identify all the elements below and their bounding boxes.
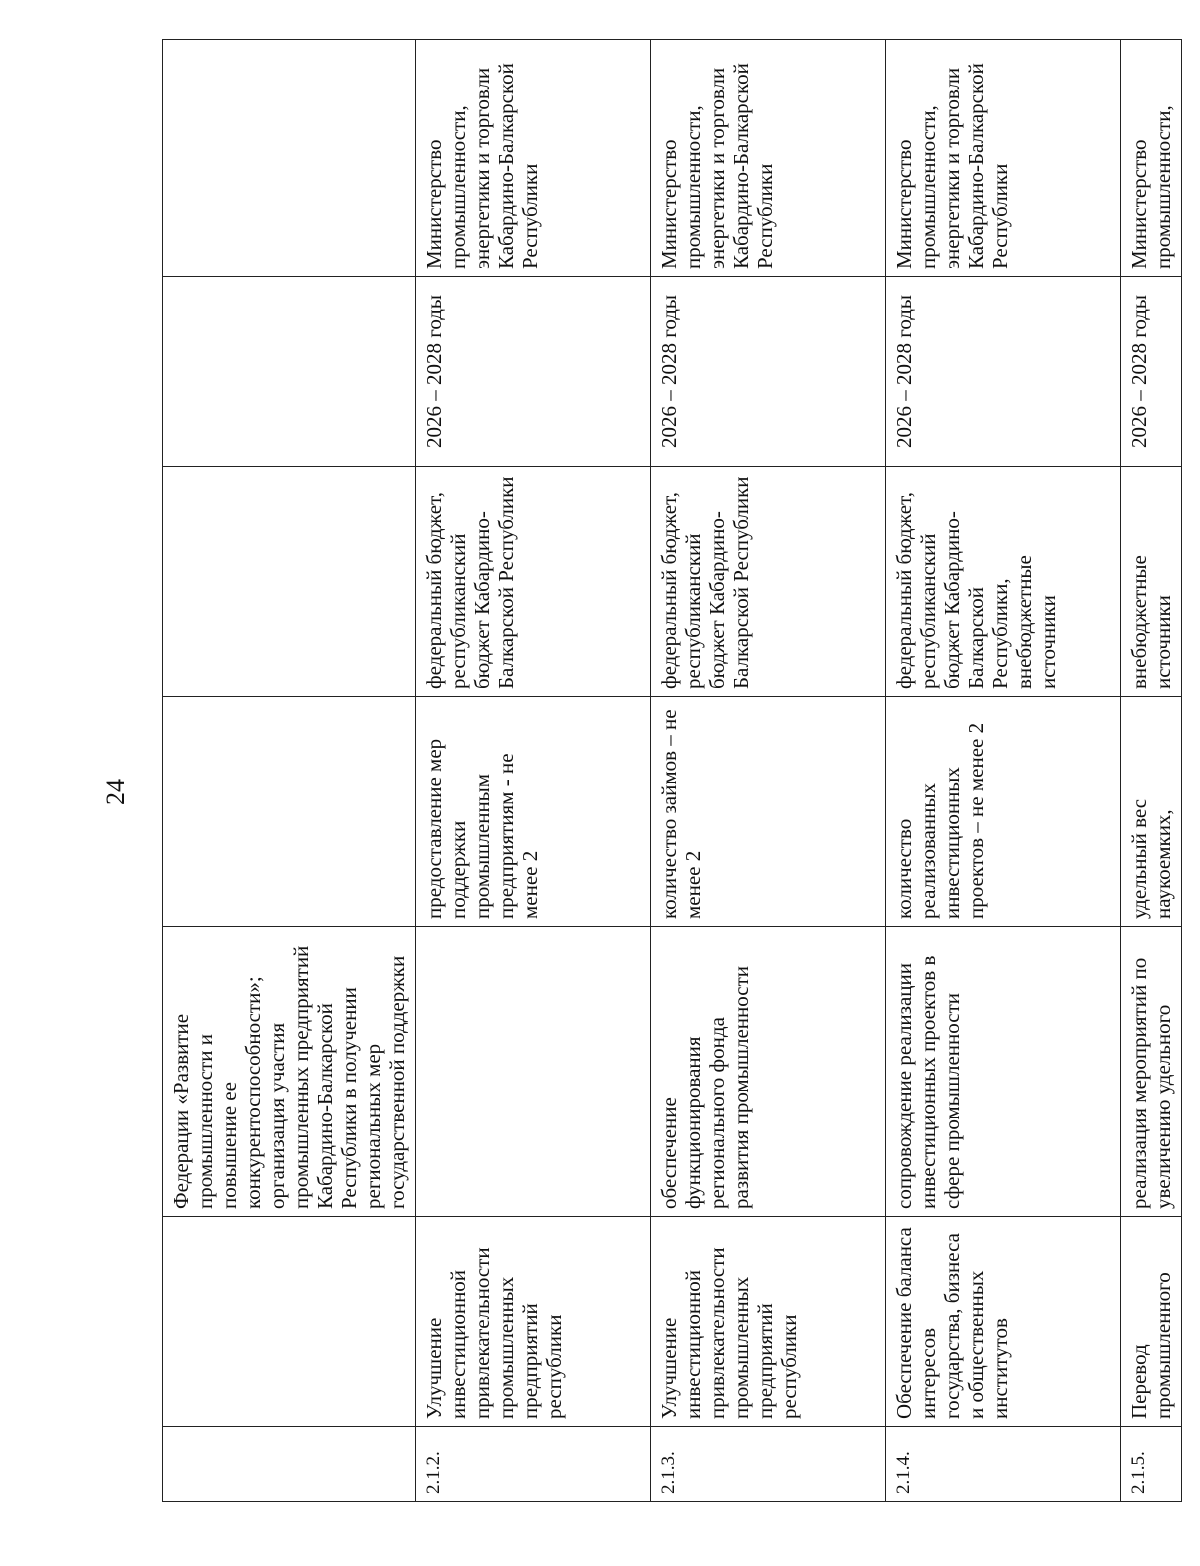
cell-task	[163, 1217, 416, 1427]
table-row	[1121, 40, 1182, 1502]
cell-event: Федерации «Развитие промышленности и повышение ее конкурентоспособности»; организация участия промышленных предприятий Кабардино-Балкарской Республики в получении региональных мер государственной поддержки	[163, 927, 416, 1217]
cell-source: федеральный бюджет, республиканский бюджет Кабардино-Балкарской Республики	[651, 467, 886, 697]
cell-indicator: количество реализованных инвестиционных проектов – не менее 2	[886, 697, 1121, 927]
cell-num: 2.1.5.	[1121, 1427, 1182, 1502]
cell-event: реализация мероприятий по увеличению удельного	[1121, 927, 1182, 1217]
cell-num: 2.1.3.	[651, 1427, 886, 1502]
cell-executor: Министерство промышленности, энергетики и торговли Кабардино-Балкарской Республики	[416, 40, 651, 277]
cell-num: 2.1.4.	[886, 1427, 1121, 1502]
measures-table	[162, 40, 1175, 1502]
cell-term	[163, 277, 416, 467]
cell-term: 2026 – 2028 годы	[416, 277, 651, 467]
cell-executor: Министерство промышленности, энергетики и торговли Кабардино-Балкарской Республики	[651, 40, 886, 277]
cell-term: 2026 – 2028 годы	[886, 277, 1121, 467]
cell-indicator: количество займов – не менее 2	[651, 697, 886, 927]
page-number: 24	[101, 779, 130, 805]
cell-event: обеспечение функционирования регионального фонда развития промышленности	[651, 927, 886, 1217]
cell-source: федеральный бюджет, республиканский бюджет Кабардино-Балкарской Республики	[416, 467, 651, 697]
cell-num: 2.1.2.	[416, 1427, 651, 1502]
cell-executor: Министерство промышленности, энергетики и торговли Кабардино-Балкарской Республики	[886, 40, 1121, 277]
cell-source	[163, 467, 416, 697]
cell-indicator: удельный вес наукоемких,	[1121, 697, 1182, 927]
cell-event: сопровождение реализации инвестиционных проектов в сфере промышленности	[886, 927, 1121, 1217]
table-row	[416, 40, 651, 1502]
cell-executor	[163, 40, 416, 277]
cell-task: Улучшение инвестиционной привлекательности промышленных предприятий республики	[651, 1217, 886, 1427]
cell-indicator	[163, 697, 416, 927]
table-row	[163, 40, 416, 1502]
cell-task: Обеспечение баланса интересов государства, бизнеса и общественных институтов	[886, 1217, 1121, 1427]
cell-task: Улучшение инвестиционной привлекательности промышленных предприятий республики	[416, 1217, 651, 1427]
cell-num	[163, 1427, 416, 1502]
cell-term: 2026 – 2028 годы	[1121, 277, 1182, 467]
cell-source: внебюджетные источники	[1121, 467, 1182, 697]
cell-executor: Министерство промышленности,	[1121, 40, 1182, 277]
table-row	[651, 40, 886, 1502]
cell-task: Перевод промышленного	[1121, 1217, 1182, 1427]
cell-indicator: предоставление мер поддержки промышленным предприятиям - не менее 2	[416, 697, 651, 927]
cell-event	[416, 927, 651, 1217]
cell-term: 2026 – 2028 годы	[651, 277, 886, 467]
cell-source: федеральный бюджет, республиканский бюджет Кабардино-Балкарской Республики, внебюджетные источники	[886, 467, 1121, 697]
table-row	[886, 40, 1121, 1502]
